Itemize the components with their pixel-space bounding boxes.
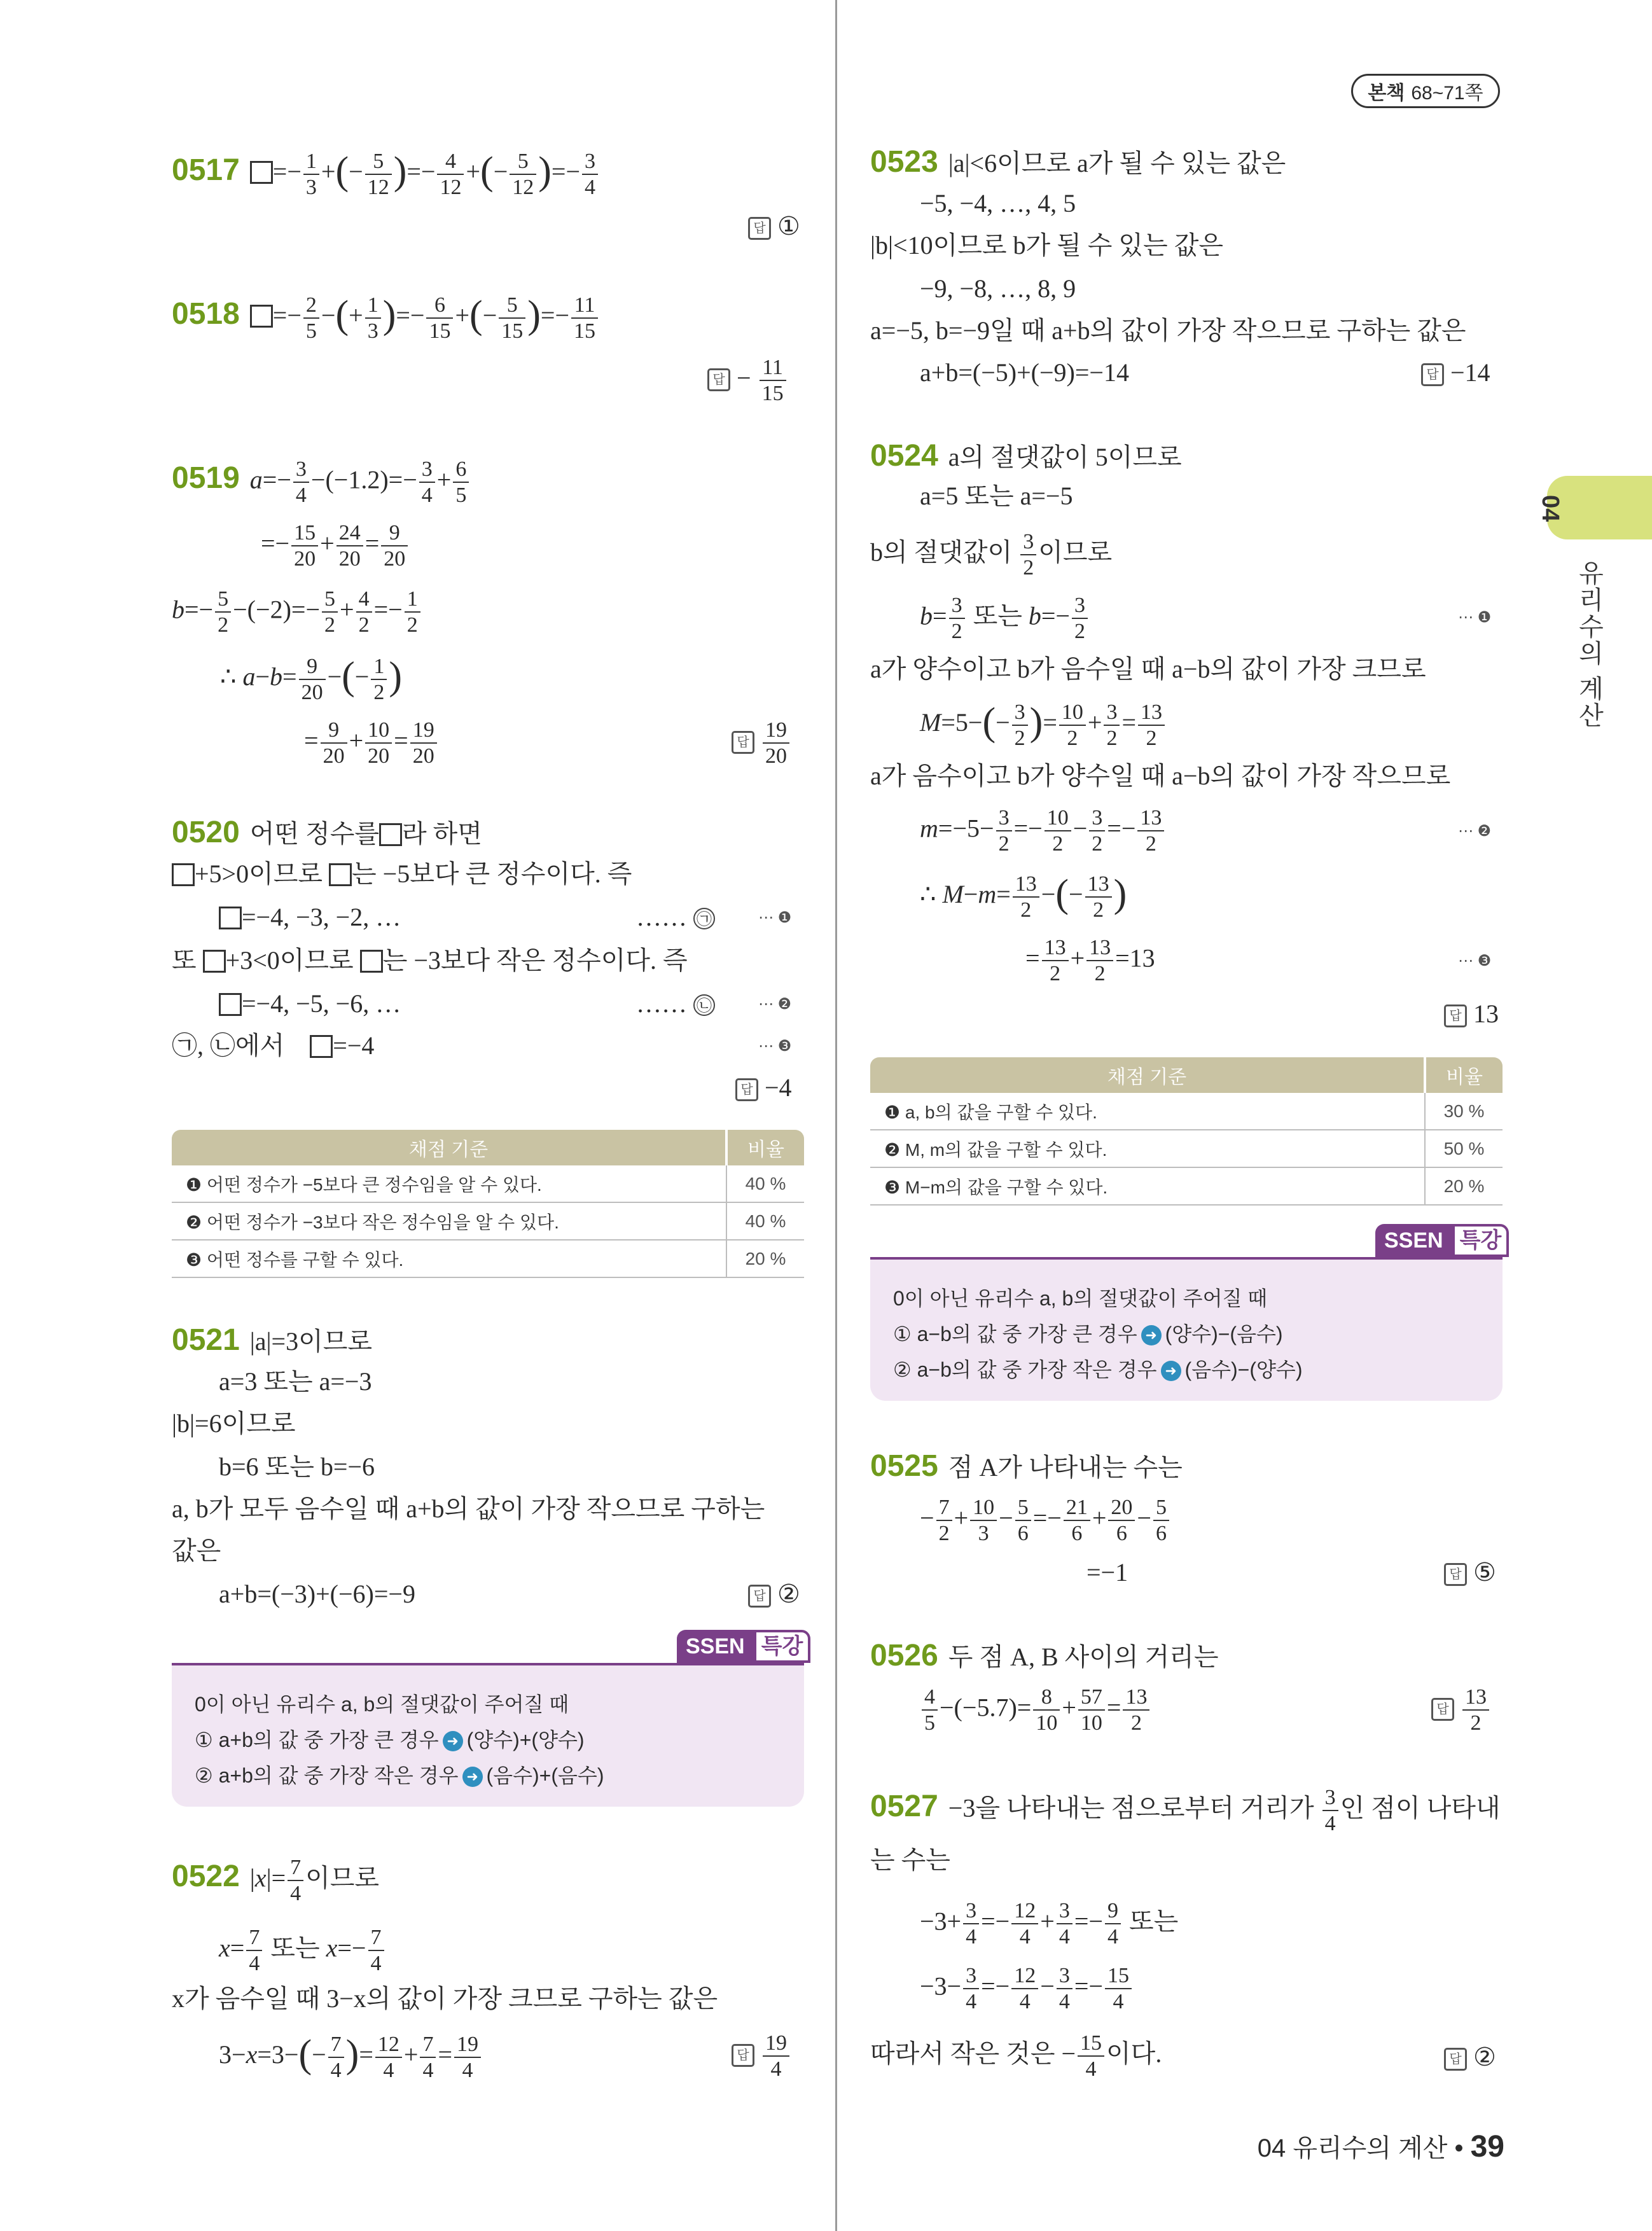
- chapter-number: 04: [1537, 495, 1564, 522]
- problem-0520-line4: 또 +3<0이므로 는 −3보다 작은 정수이다. 즉: [172, 946, 688, 975]
- problem-0520-line3: =−4, −3, −2, …: [219, 902, 401, 933]
- marker-a: …… ㉠: [636, 902, 715, 933]
- problem-0520-line5: =−4, −5, −6, …: [219, 989, 401, 1019]
- ssen-tag-2: SSEN 특강: [1375, 1224, 1509, 1257]
- arrow-right-icon: ➜: [1161, 1361, 1181, 1381]
- problem-0521-line5: a, b가 모두 음수일 때 a+b의 값이 가장 작으므로 구하는: [172, 1494, 765, 1523]
- problem-0521-line6: 값은: [172, 1536, 221, 1565]
- problem-0524-line1: 0524 a의 절댓값이 5이므로: [870, 439, 1182, 473]
- answer-0523: 답 −14: [1421, 358, 1490, 387]
- step-marker-3: ⋯ ❸: [758, 1038, 792, 1055]
- grading-table-0524: 채점 기준 비율 ❶ a, b의 값을 구할 수 있다. 30 % ❷ M, m의 값을 구할 수 있다. 50 % ❸ M−m의 값을 구할 수 있다. 20 %: [870, 1057, 1503, 1206]
- problem-0523-line6: a+b=(−5)+(−9)=−14: [920, 358, 1129, 387]
- problem-0521-line2: a=3 또는 a=−3: [219, 1367, 372, 1396]
- ssen-box-1: 0이 아닌 유리수 a, b의 절댓값이 주어질 때 ① a+b의 값 중 가장 큰 경우 ➜ (양수)+(양수) ② a+b의 값 중 가장 작은 경우 ➜ (음수)+(음수): [172, 1663, 804, 1807]
- problem-0526-line2: $\frac{4}{5}$ −(−5.7)= $\frac{8}{10}$ + $\frac{57}{10}$ = $\frac{13}{2}$: [920, 1685, 1151, 1735]
- problem-0525-line1: 0525 점 A가 나타내는 수는: [870, 1449, 1183, 1483]
- problem-0523-line5: a=−5, b=−9일 때 a+b의 값이 가장 작으므로 구하는 값은: [870, 316, 1466, 345]
- problem-0522-line4: 3−x=3−(− $\frac{7}{4}$ )= $\frac{12}{4}$ + $\frac{7}{4}$ = $\frac{19}{4}$: [219, 2031, 483, 2083]
- ssen-box-2: 0이 아닌 유리수 a, b의 절댓값이 주어질 때 ① a−b의 값 중 가장 큰 경우 ➜ (양수)−(음수) ② a−b의 값 중 가장 작은 경우 ➜ (음수)−(양수): [870, 1257, 1503, 1401]
- problem-0527-line1: 0527 −3을 나타내는 점으로부터 거리가 $\frac{3}{4}$ 인 점이 나타내: [870, 1786, 1501, 1836]
- marker-b: …… ㉡: [636, 989, 715, 1019]
- ssen-tag-1: SSEN 특강: [677, 1630, 810, 1663]
- answer-icon: 답: [748, 1585, 771, 1608]
- chapter-title: 유리수의 계산: [1575, 560, 1603, 729]
- answer-icon: 답: [1444, 1004, 1467, 1027]
- problem-0521-line7: a+b=(−3)+(−6)=−9: [219, 1580, 415, 1608]
- page-footer: 04 유리수의 계산 • 39: [1257, 2130, 1504, 2164]
- answer-0524: 답 13: [1444, 999, 1499, 1029]
- problem-0521-line4: b=6 또는 b=−6: [219, 1452, 375, 1481]
- answer-icon: 답: [707, 368, 730, 391]
- grading-table-0520: 채점 기준 비율 ❶ 어떤 정수가 −5보다 큰 정수임을 알 수 있다. 40 % ❷ 어떤 정수가 −3보다 작은 정수임을 알 수 있다. 40 % ❸ 어떤 정수를 구할 수 있다. 20 %: [172, 1130, 804, 1278]
- problem-0525-line3: =−1: [1086, 1558, 1128, 1587]
- problem-0527-line4: −3− $\frac{3}{4}$ =− $\frac{12}{4}$ − $\frac{3}{4}$ =− $\frac{15}{4}$: [920, 1963, 1134, 2014]
- problem-0523-line1: 0523 |a|<6이므로 a가 될 수 있는 값은: [870, 145, 1286, 179]
- answer-0522: 답 $\frac{19}{4}$: [732, 2031, 791, 2082]
- problem-0521-line1: 0521 |a|=3이므로: [172, 1323, 373, 1357]
- problem-0524-line8: m=−5− $\frac{3}{2}$ =− $\frac{10}{2}$ − $\frac{3}{2}$ =− $\frac{13}{2}$: [920, 805, 1166, 856]
- problem-0527-line2: 는 수는: [870, 1845, 950, 1874]
- answer-0526: 답 $\frac{13}{2}$: [1431, 1685, 1491, 1735]
- column-divider: [835, 0, 837, 2231]
- problem-0522-line3: x가 음수일 때 3−x의 값이 가장 크므로 구하는 값은: [172, 1984, 718, 2013]
- answer-0518: 답 − $\frac{11}{15}$: [707, 355, 788, 406]
- step-marker-1: ⋯ ❶: [1458, 609, 1492, 626]
- problem-0521-line3: |b|=6이므로: [172, 1409, 296, 1438]
- problem-0519-line2: =− $\frac{15}{20}$ + $\frac{24}{20}$ = $\frac{9}{20}$: [261, 520, 410, 571]
- problem-0523-line2: −5, −4, …, 4, 5: [920, 189, 1076, 218]
- arrow-right-icon: ➜: [443, 1731, 463, 1751]
- problem-0524-line4: b= $\frac{3}{2}$ 또는 b=− $\frac{3}{2}$: [920, 593, 1090, 644]
- problem-0520-line2: +5>0이므로 는 −5보다 큰 정수이다. 즉: [172, 859, 632, 889]
- problem-0525-line2: − $\frac{7}{2}$ + $\frac{10}{3}$ − $\frac{5}{6}$ =− $\frac{21}{6}$ + $\frac{20}{6}$ − $\frac{5}{6}$: [920, 1495, 1171, 1546]
- answer-icon: 답: [1431, 1698, 1454, 1721]
- answer-0527: 답 ②: [1444, 2042, 1496, 2072]
- problem-0524-line6: M=5−(− $\frac{3}{2}$ )= $\frac{10}{2}$ + $\frac{3}{2}$ = $\frac{13}{2}$: [920, 698, 1167, 751]
- problem-0520-line6: ㉠, ㉡에서 =−4: [172, 1031, 375, 1060]
- answer-icon: 답: [732, 2044, 754, 2067]
- answer-0519: 답 $\frac{19}{20}$: [732, 718, 791, 768]
- answer-0521: 답 ②: [748, 1579, 800, 1609]
- textbook-reference-badge: 본책 68~71쪽: [1351, 74, 1500, 108]
- step-marker-3: ⋯ ❸: [1458, 952, 1492, 970]
- problem-0517: 0517 =− $\frac{1}{3}$ +(− $\frac{5}{12}$ )=− $\frac{4}{12}$ +(− $\frac{5}{12}$ )=− $\frac{3}{4}$: [172, 148, 600, 200]
- step-marker-1: ⋯ ❶: [758, 909, 792, 926]
- page-number: 39: [1470, 2130, 1504, 2164]
- arrow-right-icon: ➜: [1141, 1325, 1162, 1345]
- arrow-right-icon: ➜: [462, 1767, 483, 1787]
- problem-0519-line4: ∴ a−b= $\frac{9}{20}$ −(− $\frac{1}{2}$ ): [220, 654, 403, 704]
- answer-icon: 답: [1444, 1563, 1467, 1586]
- problem-0522-line1: 0522 |x|= $\frac{7}{4}$ 이므로: [172, 1856, 380, 1906]
- problem-0519-line5: = $\frac{9}{20}$ + $\frac{10}{20}$ = $\frac{19}{20}$: [304, 718, 439, 768]
- problem-0523-line3: |b|<10이므로 b가 될 수 있는 값은: [870, 231, 1223, 260]
- problem-0523-line4: −9, −8, …, 8, 9: [920, 274, 1076, 303]
- answer-0520: 답 −4: [735, 1073, 792, 1102]
- problem-0518: 0518 =− $\frac{2}{5}$ −(+ $\frac{1}{3}$ )=− $\frac{6}{15}$ +(− $\frac{5}{15}$ )=− $\frac{11}{15}$: [172, 291, 600, 344]
- problem-0524-line3: b의 절댓값이 $\frac{3}{2}$ 이므로: [870, 530, 1113, 580]
- answer-icon: 답: [1444, 2048, 1467, 2071]
- problem-0526-line1: 0526 두 점 A, B 사이의 거리는: [870, 1639, 1219, 1672]
- problem-0527-line5: 따라서 작은 것은 − $\frac{15}{4}$ 이다.: [870, 2031, 1162, 2082]
- problem-0527-line3: −3+ $\frac{3}{4}$ =− $\frac{12}{4}$ + $\frac{3}{4}$ =− $\frac{9}{4}$ 또는: [920, 1899, 1179, 1949]
- problem-0519-line3: b=− $\frac{5}{2}$ −(−2)=− $\frac{5}{2}$ + $\frac{4}{2}$ =− $\frac{1}{2}$: [172, 587, 422, 637]
- step-marker-2: ⋯ ❷: [1458, 823, 1492, 840]
- problem-0524-line10: = $\frac{13}{2}$ + $\frac{13}{2}$ =13: [1025, 936, 1155, 986]
- problem-0524-line5: a가 양수이고 b가 음수일 때 a−b의 값이 가장 크므로: [870, 655, 1426, 683]
- answer-icon: 답: [1421, 363, 1444, 386]
- problem-0524-line7: a가 음수이고 b가 양수일 때 a−b의 값이 가장 작으므로: [870, 761, 1451, 790]
- problem-0524-line2: a=5 또는 a=−5: [920, 482, 1073, 510]
- problem-0519-line1: 0519 a=− $\frac{3}{4}$ −(−1.2)=− $\frac{3}{4}$ + $\frac{6}{5}$: [172, 457, 471, 508]
- problem-0522-line2: x= $\frac{7}{4}$ 또는 x=− $\frac{7}{4}$: [219, 1925, 386, 1976]
- answer-0525: 답 ⑤: [1444, 1557, 1496, 1587]
- problem-0524-line9: ∴ M−m= $\frac{13}{2}$ −(− $\frac{13}{2}$ ): [920, 872, 1127, 922]
- problem-0520-line1: 0520 어떤 정수를 라 하면: [172, 816, 482, 849]
- answer-icon: 답: [735, 1078, 758, 1101]
- answer-icon: 답: [748, 217, 771, 240]
- answer-icon: 답: [732, 731, 754, 754]
- answer-0517: 답 ①: [748, 211, 800, 241]
- step-marker-2: ⋯ ❷: [758, 996, 792, 1013]
